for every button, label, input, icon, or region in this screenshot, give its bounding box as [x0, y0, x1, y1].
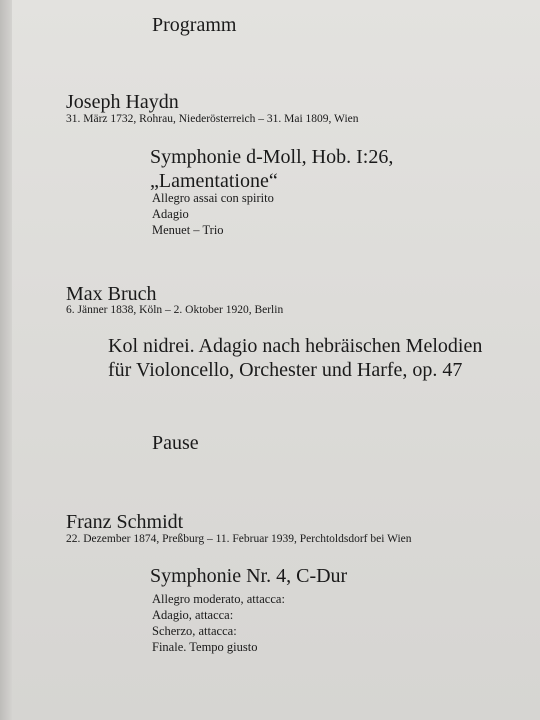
movement-item: Allegro moderato, attacca: [152, 592, 285, 606]
movement-item: Allegro assai con spirito [152, 191, 274, 205]
composer-name-haydn: Joseph Haydn [66, 91, 179, 113]
page-fold-shadow [0, 0, 12, 720]
composer-dates-bruch: 6. Jänner 1838, Köln – 2. Oktober 1920, Berlin [66, 304, 284, 316]
work-title-haydn [150, 145, 393, 193]
intermission-label: Pause [152, 432, 199, 454]
movement-item: Scherzo, attacca: [152, 624, 237, 638]
composer-dates-schmidt: 22. Dezember 1874, Preßburg – 11. Februar 1939, Perchtoldsdorf bei Wien [66, 533, 412, 545]
work-title-line: für Violoncello, Orchester und Harfe, op. 47 [108, 359, 463, 381]
program-heading: Programm [152, 14, 237, 36]
work-title-line: „Lamentatione“ [150, 170, 278, 192]
work-title-schmidt [150, 564, 347, 588]
movement-list-haydn [152, 190, 274, 238]
work-title-bruch [108, 334, 482, 382]
work-title-line: Kol nidrei. Adagio nach hebräischen Melodien [108, 335, 483, 357]
work-title-line: Symphonie Nr. 4, C-Dur [150, 565, 348, 587]
movement-list-schmidt [152, 591, 285, 655]
composer-dates-haydn: 31. März 1732, Rohrau, Niederösterreich – 31. Mai 1809, Wien [66, 113, 359, 125]
movement-item: Finale. Tempo giusto [152, 640, 258, 654]
work-title-line: Symphonie d-Moll, Hob. I:26, [150, 146, 394, 168]
composer-name-bruch: Max Bruch [66, 283, 157, 305]
movement-item: Adagio, attacca: [152, 608, 234, 622]
movement-item: Adagio [152, 207, 189, 221]
composer-name-schmidt: Franz Schmidt [66, 511, 184, 533]
movement-item: Menuet – Trio [152, 223, 224, 237]
